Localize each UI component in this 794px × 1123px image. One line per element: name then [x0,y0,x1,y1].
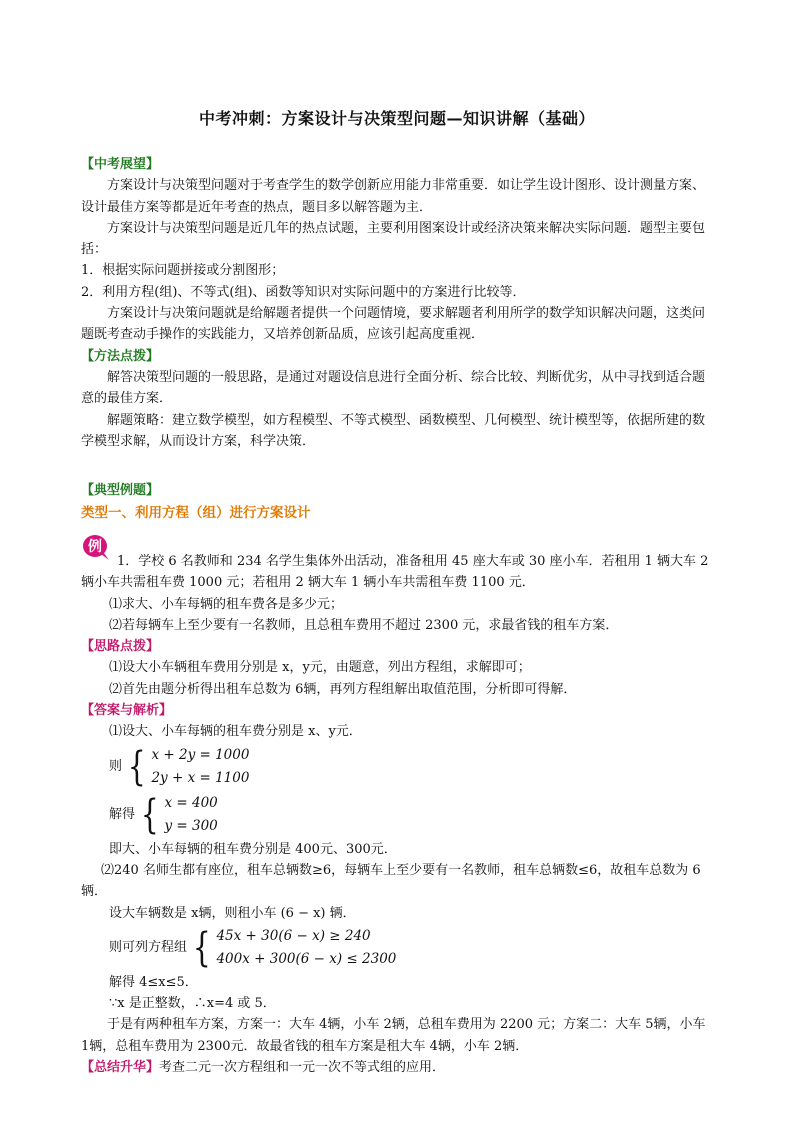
answer-line-4: 设大车辆数是 x辆，则租小车 (6 − x) 辆． [109,905,356,921]
examples-header: 【典型例题】 [81,483,160,498]
outlook-paragraph-2: 方案设计与决策型问题是近几年的热点试题，主要利用图案设计或经济决策来解决实际问题．题型主要包括： [81,220,706,258]
summary-line [81,1057,714,1078]
inequality-a: 45x + 30(6 − x) ≥ 240 [216,927,371,944]
jiede-label: 解得 [109,807,136,823]
equation-1b: 2y + x = 1100 [151,769,250,786]
example-1 [81,551,714,1078]
equation-2b: y = 300 [164,817,218,834]
klfcz-label: 则可列方程组 [109,940,188,956]
answer-line-7: 于是有两种租车方案，方案一：大车 4辆，小车 2辆，总租车费用为 2200 元；方案二：大车 5辆，小车 1辆，总租车费用为 2300元．故最省钱的租车方案是租大车 4辆，小车 2辆． [81,1017,706,1054]
outlook-item-1: 1．根据实际问题拼接或分割图形； [81,263,285,279]
answer-line-1: ⑴设大、小车每辆的租车费分别是 x、y元． [109,724,362,740]
outlook-paragraph-1: 方案设计与决策型问题对于考查学生的数学创新应用能力非常重要．如让学生设计图形、设计测量方案、设计最佳方案等都是近年考查的热点，题目多以解答题为主． [81,178,706,215]
outlook-section [81,154,714,452]
question-part-2: ⑵若每辆车上至少要有一名教师，且总租车费用不超过 2300 元，求最省钱的租车方案． [109,617,619,633]
equation-2a: x = 400 [164,794,218,811]
answer-header: 【答案与解析】 [81,703,173,719]
hint-part-1: ⑴设大小车辆租车费用分别是 x，y元，由题意，列出方程组，求解即可； [109,660,531,676]
example-badge-label: 例 [88,539,102,555]
method-paragraph-1: 解答决策型问题的一般思路，是通过对题设信息进行全面分析、综合比较、判断优劣，从中寻找到适合题意的最佳方案． [81,369,706,407]
outlook-item-2: 2．利用方程(组)、不等式(组)、函数等知识对实际问题中的方案进行比较等． [81,284,526,300]
summary-header: 【总结升华】 [81,1060,160,1076]
answer-line-2: 即大、小车每辆的租车费分别是 400元、300元． [109,841,397,857]
hint-header: 【思路点拨】 [81,639,160,655]
type1-heading: 类型一、利用方程（组）进行方案设计 [81,505,311,522]
outlook-header: 【中考展望】 [81,157,160,172]
equation-system-2 [81,791,714,839]
answer-line-5: 解得 4≤x≤5． [109,974,198,990]
outlook-paragraph-3: 方案设计与决策问题就是给解题者提供一个问题情境，要求解题者利用所学的数学知识解决问题，这类问题既考查动手操作的实践能力，又培养创新品质，应该引起高度重视． [81,306,706,343]
method-paragraph-2: 解题策略：建立数学模型，如方程模型、不等式模型、函数模型、几何模型、统计模型等，依据所建的数学模型求解，从而设计方案，科学决策． [81,412,706,449]
question-intro: 1．学校 6 名教师和 234 名学生集体外出活动，准备租用 45 座大车或 30 座小车．若租用 1 辆大车 2 辆小车共需租车费 1000 元；若租用 2 辆大车 1 辆小车共需租车费 1100 元． [81,554,709,591]
method-header: 【方法点拨】 [81,348,160,364]
hint-part-2: ⑵首先由题分析得出租车总数为 6辆，再列方程组解出取值范围，分析即可得解． [109,681,577,697]
inequality-b: 400x + 300(6 − x) ≤ 2300 [216,950,397,967]
examples-section [81,480,714,525]
answer-line-3: ⑵240 名师生都有座位，租车总辆数≥6，每辆车上至少要有一名教师，租车总辆数≤6，故租车总数为 6辆． [81,862,701,900]
inequality-system [81,924,714,972]
ze-label: 则 [109,759,123,775]
question-part-1: ⑴求大、小车每辆的租车费各是多少元； [109,596,344,612]
equation-1a: x + 2y = 1000 [151,746,250,763]
page-title: 中考冲刺：方案设计与决策型问题—知识讲解（基础） [198,109,595,128]
summary-text: 考查二元一次方程组和一元一次不等式组的应用． [159,1060,446,1076]
answer-line-6: ∵x 是正整数，∴x=4 或 5． [109,996,276,1012]
brace-icon: { [127,743,146,790]
brace-icon: { [140,791,159,838]
brace-icon: { [192,924,211,971]
equation-system-1 [81,743,714,791]
